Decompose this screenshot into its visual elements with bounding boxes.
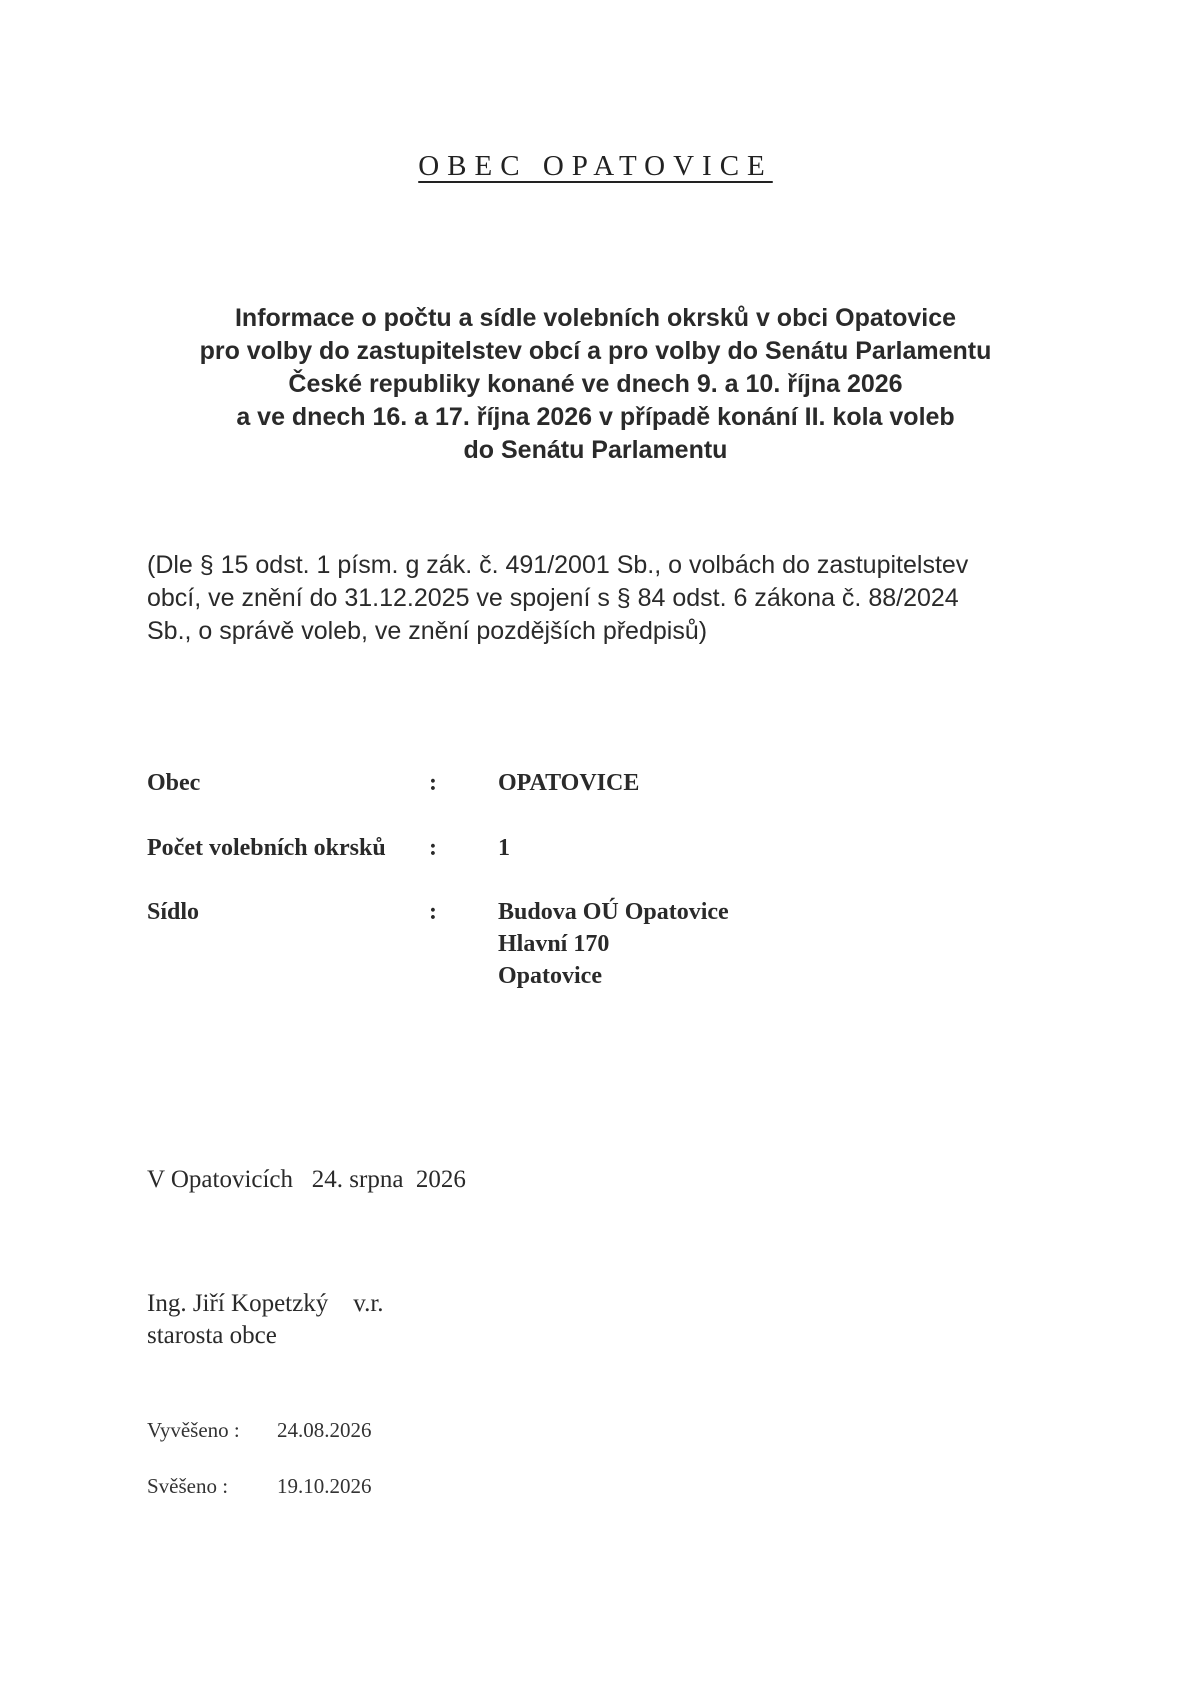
mayor-name: Ing. Jiří Kopetzký v.r. bbox=[147, 1290, 384, 1317]
seat-town: Opatovice bbox=[498, 963, 602, 989]
heading-line: České republiky konané ve dnech 9. a 10. října 2026 bbox=[288, 370, 903, 398]
place-and-date: V Opatovicích 24. srpna 2026 bbox=[147, 1166, 466, 1193]
removed-value: 19.10.2026 bbox=[277, 1474, 372, 1498]
removed-label: Svěšeno : bbox=[147, 1474, 229, 1498]
municipality-title: OBEC OPATOVICE bbox=[418, 150, 773, 182]
posted-label: Vyvěšeno : bbox=[147, 1418, 240, 1442]
signature-block bbox=[147, 1288, 384, 1352]
heading-line: pro volby do zastupitelstev obcí a pro volby do Senátu Parlamentu bbox=[199, 337, 992, 365]
heading-line: do Senátu Parlamentu bbox=[463, 436, 728, 464]
separator-colon: : bbox=[429, 899, 437, 925]
seat-street: Hlavní 170 bbox=[498, 931, 610, 957]
municipality-value: OPATOVICE bbox=[498, 770, 640, 796]
legal-reference-line: Sb., o správě voleb, ve znění pozdějších předpisů) bbox=[147, 617, 708, 645]
municipality-label: Obec bbox=[147, 770, 201, 796]
legal-reference-line: obcí, ve znění do 31.12.2025 ve spojení s § 84 odst. 6 zákona č. 88/2024 bbox=[147, 584, 959, 612]
legal-reference-line: (Dle § 15 odst. 1 písm. g zák. č. 491/2001 Sb., o volbách do zastupitelstev bbox=[147, 551, 969, 579]
heading-line: a ve dnech 16. a 17. října 2026 v případě konání II. kola voleb bbox=[236, 403, 955, 431]
notice-heading bbox=[0, 302, 1191, 467]
district-count-label: Počet volebních okrsků bbox=[147, 835, 386, 861]
seat-label: Sídlo bbox=[147, 899, 200, 925]
page-title bbox=[0, 148, 1191, 184]
posted-value: 24.08.2026 bbox=[277, 1418, 372, 1442]
legal-reference bbox=[147, 549, 968, 648]
separator-colon: : bbox=[429, 835, 437, 861]
mayor-role: starosta obce bbox=[147, 1322, 277, 1349]
district-count-value: 1 bbox=[498, 835, 510, 861]
seat-building: Budova OÚ Opatovice bbox=[498, 899, 729, 925]
seat-address bbox=[498, 896, 729, 992]
separator-colon: : bbox=[429, 770, 437, 796]
heading-line: Informace o počtu a sídle volebních okrsků v obci Opatovice bbox=[234, 304, 957, 332]
